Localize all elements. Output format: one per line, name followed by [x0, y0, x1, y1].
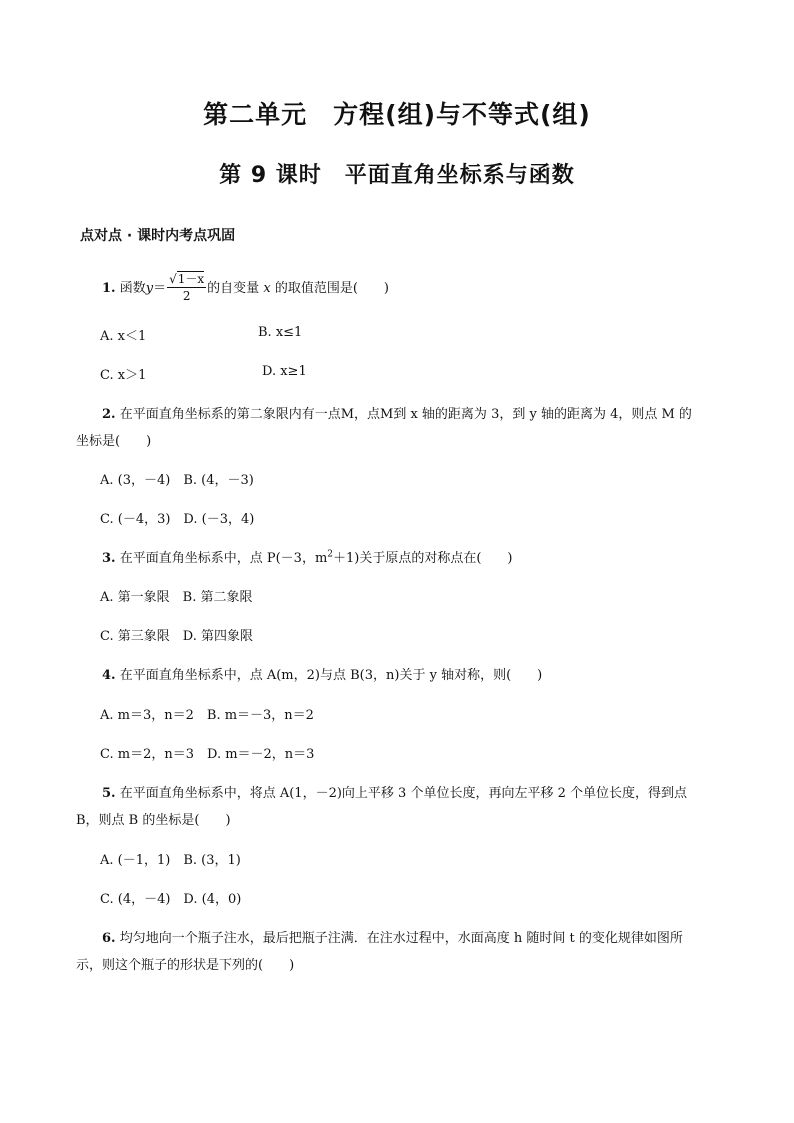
fraction [167, 271, 206, 304]
question-1 [102, 272, 389, 305]
question-text: 均匀地向一个瓶子注水，最后把瓶子注满．在注水过程中，水面高度 h 随时间 t 的变化规律如图所 [119, 931, 683, 946]
question-5-cont: B，则点 B 的坐标是( ) [76, 813, 231, 828]
options-cd: C. (－4，3) D. (－3，4) [100, 512, 255, 527]
options-cd: C. (4，－4) D. (4，0) [100, 892, 242, 907]
radicand: 1－x [177, 272, 205, 286]
question-3 [102, 547, 513, 566]
fraction-numerator [167, 271, 206, 288]
unit-title: 第二单元 方程(组)与不等式(组) [203, 100, 591, 129]
option-c: C. x＞1 [100, 368, 147, 383]
question-number: 4. [102, 668, 116, 683]
question-2-cont: 坐标是( ) [76, 434, 152, 449]
question-number: 5. [102, 786, 116, 801]
question-2 [102, 403, 692, 422]
var-x: x [263, 281, 271, 296]
question-text: 的自变量 [207, 281, 260, 296]
superscript: 2 [327, 549, 334, 560]
lesson-title: 第 9 课时 平面直角坐标系与函数 [219, 163, 575, 188]
question-number: 2. [102, 407, 116, 422]
option-b: B. x≤1 [258, 325, 303, 340]
options-cd: C. 第三象限 D. 第四象限 [100, 629, 253, 644]
fraction-denominator: 2 [182, 289, 191, 303]
question-text: 在平面直角坐标系中，点 P(－3，m [119, 551, 328, 566]
equals-sign: ＝ [153, 281, 167, 296]
option-a: A. x＜1 [100, 329, 147, 344]
question-5 [102, 782, 687, 801]
question-6 [102, 927, 683, 946]
question-number: 6. [102, 931, 116, 946]
options-ab: A. m＝3，n＝2 B. m＝－3，n＝2 [100, 708, 314, 723]
question-text: 函数 [119, 281, 146, 296]
options-cd: C. m＝2，n＝3 D. m＝－2，n＝3 [100, 747, 315, 762]
sqrt-icon: √ [169, 272, 177, 286]
question-text: 在平面直角坐标系中，点 A(m，2)与点 B(3，n)关于 y 轴对称，则( ) [119, 668, 543, 683]
section-heading: 点对点 · 课时内考点巩固 [80, 228, 236, 244]
question-text: 的取值范围是( ) [274, 281, 389, 296]
options-ab: A. (－1，1) B. (3，1) [100, 853, 241, 868]
question-text: 在平面直角坐标系中，将点 A(1，－2)向上平移 3 个单位长度，再向左平移 2 个单位长度，得到点 [119, 786, 687, 801]
question-4 [102, 664, 542, 683]
options-ab: A. (3，－4) B. (4，－3) [100, 473, 254, 488]
var-y: y [145, 281, 154, 296]
question-number: 1. [102, 281, 116, 296]
question-text: ＋1)关于原点的对称点在( ) [333, 551, 513, 566]
options-ab: A. 第一象限 B. 第二象限 [100, 590, 253, 605]
question-text: 在平面直角坐标系的第二象限内有一点M，点M到 x 轴的距离为 3，到 y 轴的距离为 4，则点 M 的 [119, 407, 692, 422]
question-number: 3. [102, 551, 116, 566]
question-6-cont: 示，则这个瓶子的形状是下列的( ) [76, 958, 295, 973]
option-d: D. x≥1 [262, 364, 307, 379]
